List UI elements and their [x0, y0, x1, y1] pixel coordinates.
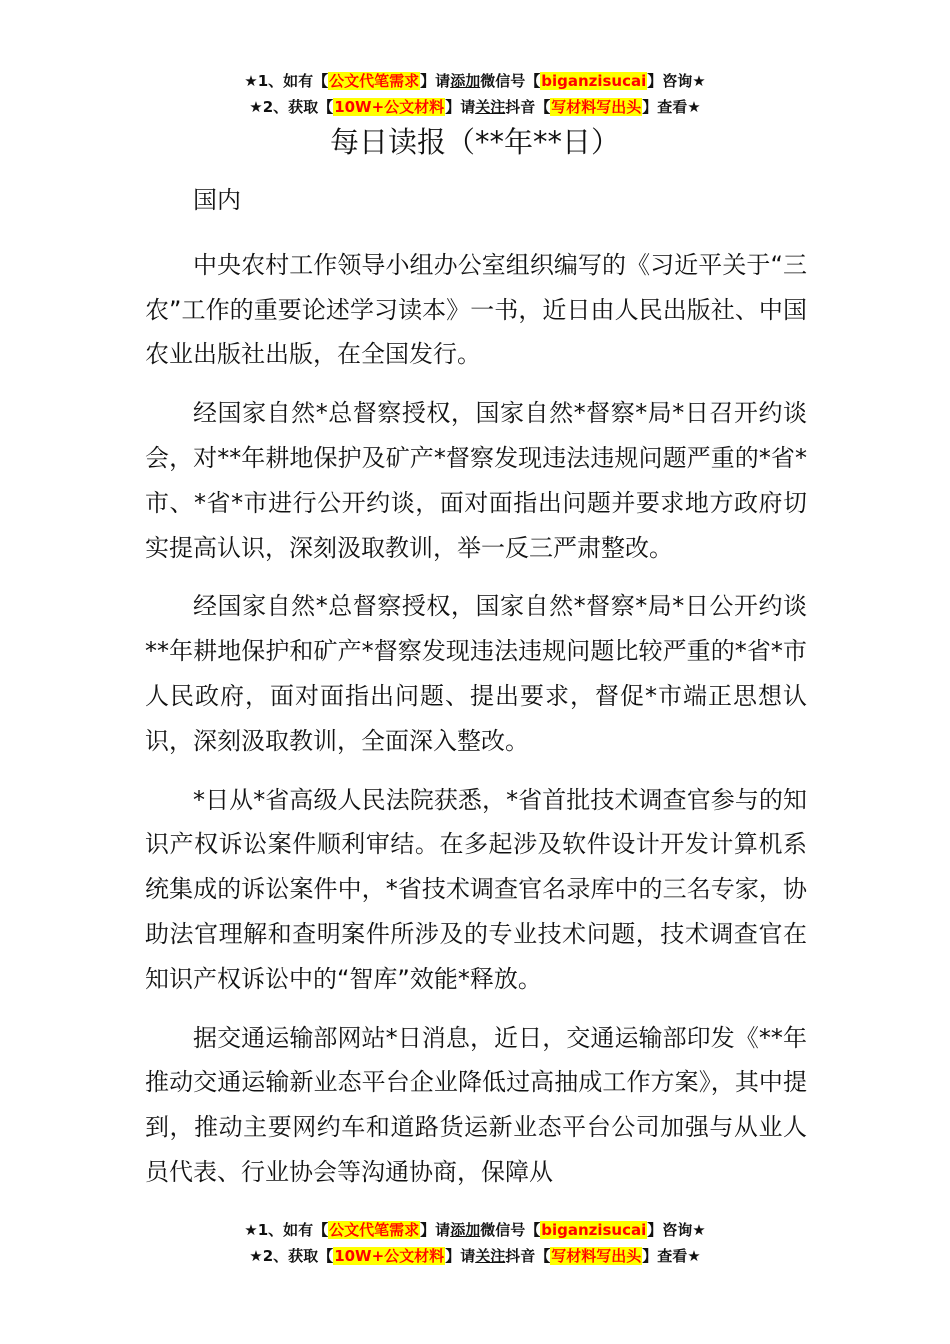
banner-text: 】咨询★	[647, 72, 706, 90]
banner-underlined-text: 添加	[450, 72, 481, 90]
paragraph: 据交通运输部网站*日消息，近日，交通运输部印发《**年推动交通运输新业态平台企业降低过高抽成工作方案》，其中提到，推动主要网约车和道路货运新业态平台公司加强与从业人员代表、行业协会等沟通协商，保障从	[145, 1023, 807, 1186]
banner-text: 微信号【	[480, 72, 541, 90]
banner-text: 】查看★	[642, 98, 701, 116]
banner-underlined-text: 添加	[450, 1221, 481, 1239]
highlight-wechat-id: biganzisucai	[541, 1221, 647, 1239]
banner-text: ★2、获取【	[249, 1247, 334, 1265]
banner-text: 】查看★	[642, 1247, 701, 1265]
highlight-service: 公文代笔需求	[329, 72, 420, 90]
banner-text: 】请	[420, 1221, 451, 1239]
highlight-materials: 10W+公文材料	[334, 98, 445, 116]
highlight-wechat-id: biganzisucai	[541, 72, 647, 90]
document-body	[145, 178, 807, 1209]
banner-text: 微信号【	[480, 1221, 541, 1239]
banner-text: ★1、如有【	[244, 1221, 329, 1239]
banner-text: 抖音【	[505, 1247, 551, 1265]
banner-line-1	[0, 1217, 950, 1243]
page-title: 每日读报（**年**日）	[329, 125, 620, 159]
paragraph: *日从*省高级人民法院获悉，*省首批技术调查官参与的知识产权诉讼案件顺利审结。在多起涉及软件设计开发计算机系统集成的诉讼案件中，*省技术调查官名录库中的三名专家，协助法官理解和查明案件所涉及的专业技术问题，技术调查官在知识产权诉讼中的“智库”效能*释放。	[145, 785, 807, 993]
paragraph: 中央农村工作领导小组办公室组织编写的《习近平关于“三农”工作的重要论述学习读本》一书，近日由人民出版社、中国农业出版社出版，在全国发行。	[145, 250, 807, 369]
header-banner	[0, 68, 950, 120]
banner-text: 抖音【	[505, 98, 551, 116]
banner-text: 】请	[445, 1247, 476, 1265]
banner-text: ★2、获取【	[249, 98, 334, 116]
banner-text: 】咨询★	[647, 1221, 706, 1239]
highlight-service: 公文代笔需求	[329, 1221, 420, 1239]
banner-text: ★1、如有【	[244, 72, 329, 90]
paragraph: 经国家自然*总督察授权，国家自然*督察*局*日公开约谈**年耕地保护和矿产*督察发现违法违规问题比较严重的*省*市人民政府，面对面指出问题、提出要求，督促*市端正思想认识，深刻汲取教训，全面深入整改。	[145, 592, 807, 755]
section-heading: 国内	[193, 186, 241, 214]
banner-underlined-text: 关注	[475, 1247, 506, 1265]
banner-text: 】请	[420, 72, 451, 90]
highlight-douyin-account: 写材料写出头	[551, 98, 642, 116]
banner-line-1	[0, 68, 950, 94]
paragraph: 经国家自然*总督察授权，国家自然*督察*局*日召开约谈会，对**年耕地保护及矿产*督察发现违法违规问题严重的*省*市、*省*市进行公开约谈，面对面指出问题并要求地方政府切实提高认识，深刻汲取教训，举一反三严肃整改。	[145, 399, 807, 562]
footer-banner	[0, 1217, 950, 1269]
banner-text: 】请	[445, 98, 476, 116]
banner-line-2	[0, 94, 950, 120]
highlight-materials: 10W+公文材料	[334, 1247, 445, 1265]
banner-underlined-text: 关注	[475, 98, 506, 116]
highlight-douyin-account: 写材料写出头	[551, 1247, 642, 1265]
banner-line-2	[0, 1243, 950, 1269]
